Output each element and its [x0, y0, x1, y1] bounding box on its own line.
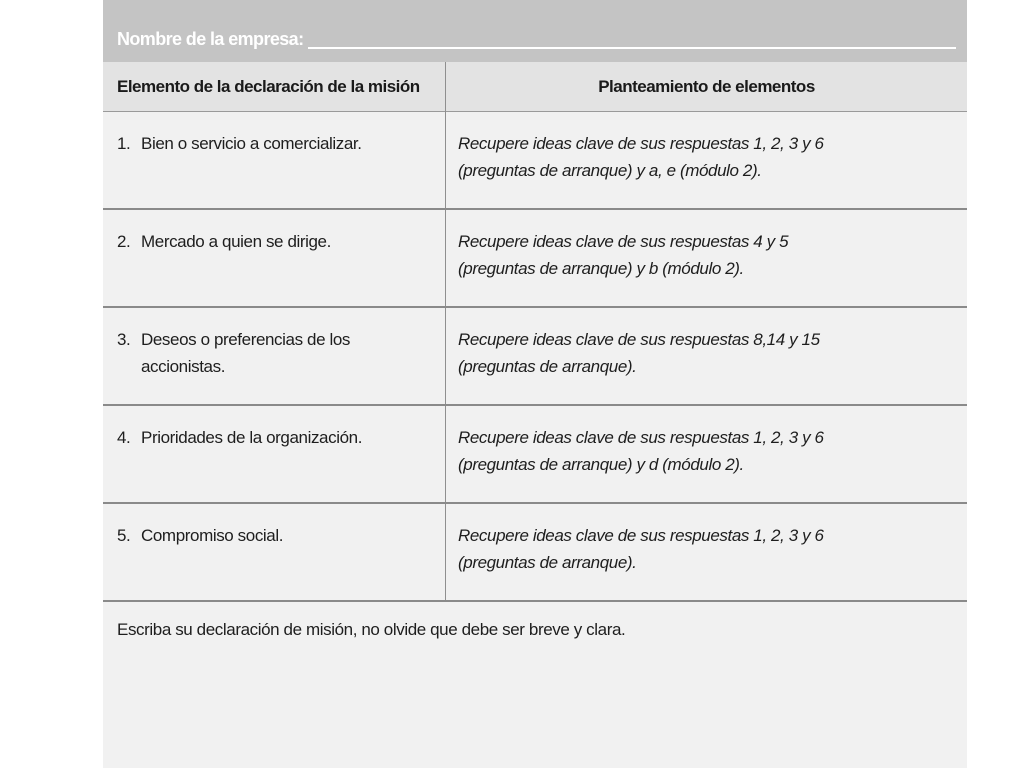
row-approach-line: (preguntas de arranque).: [458, 553, 637, 572]
row-approach-line: Recupere ideas clave de sus respuestas 8,14 y 15: [458, 330, 820, 349]
row-element: [117, 130, 437, 157]
row-element-text: Compromiso social.: [141, 526, 284, 545]
row-element-text: Bien o servicio a comercializar.: [141, 134, 362, 153]
mission-statement-prompt: Escriba su declaración de misión, no olvide que debe ser breve y clara.: [117, 620, 626, 639]
table-row: [103, 504, 967, 602]
table-row: [103, 112, 967, 210]
row-element-text: Mercado a quien se dirige.: [141, 232, 331, 251]
row-approach-line: Recupere ideas clave de sus respuestas 1, 2, 3 y 6: [458, 526, 824, 545]
company-name-bar: [103, 0, 967, 62]
row-approach-line: (preguntas de arranque) y d (módulo 2).: [458, 455, 744, 474]
row-element: [117, 522, 437, 549]
row-approach: [458, 228, 958, 282]
row-approach-line: (preguntas de arranque).: [458, 357, 637, 376]
header-element: Elemento de la declaración de la misión: [117, 77, 420, 96]
row-element: [117, 424, 437, 451]
row-element: [117, 228, 437, 255]
row-approach: [458, 522, 958, 576]
row-approach: [458, 326, 958, 380]
table-header: [103, 62, 967, 112]
row-approach-line: Recupere ideas clave de sus respuestas 1, 2, 3 y 6: [458, 428, 824, 447]
company-name-field[interactable]: [308, 47, 956, 49]
row-number: 3.: [117, 330, 131, 349]
company-name-label: Nombre de la empresa:: [117, 29, 304, 49]
table-row: [103, 210, 967, 308]
row-number: 2.: [117, 232, 131, 251]
row-element: [117, 326, 437, 380]
row-approach-line: (preguntas de arranque) y b (módulo 2).: [458, 259, 744, 278]
row-approach-line: Recupere ideas clave de sus respuestas 1, 2, 3 y 6: [458, 134, 824, 153]
header-approach: Planteamiento de elementos: [598, 77, 815, 96]
row-element-text: Deseos o preferencias de los accionistas.: [141, 330, 350, 376]
row-number: 1.: [117, 134, 131, 153]
row-number: 4.: [117, 428, 131, 447]
row-approach: [458, 130, 958, 184]
row-approach-line: (preguntas de arranque) y a, e (módulo 2).: [458, 161, 762, 180]
row-element-text: Prioridades de la organización.: [141, 428, 363, 447]
mission-worksheet: [103, 0, 967, 768]
table-row: [103, 406, 967, 504]
row-approach-line: Recupere ideas clave de sus respuestas 4 y 5: [458, 232, 789, 251]
table-row: [103, 308, 967, 406]
row-approach: [458, 424, 958, 478]
row-number: 5.: [117, 526, 131, 545]
